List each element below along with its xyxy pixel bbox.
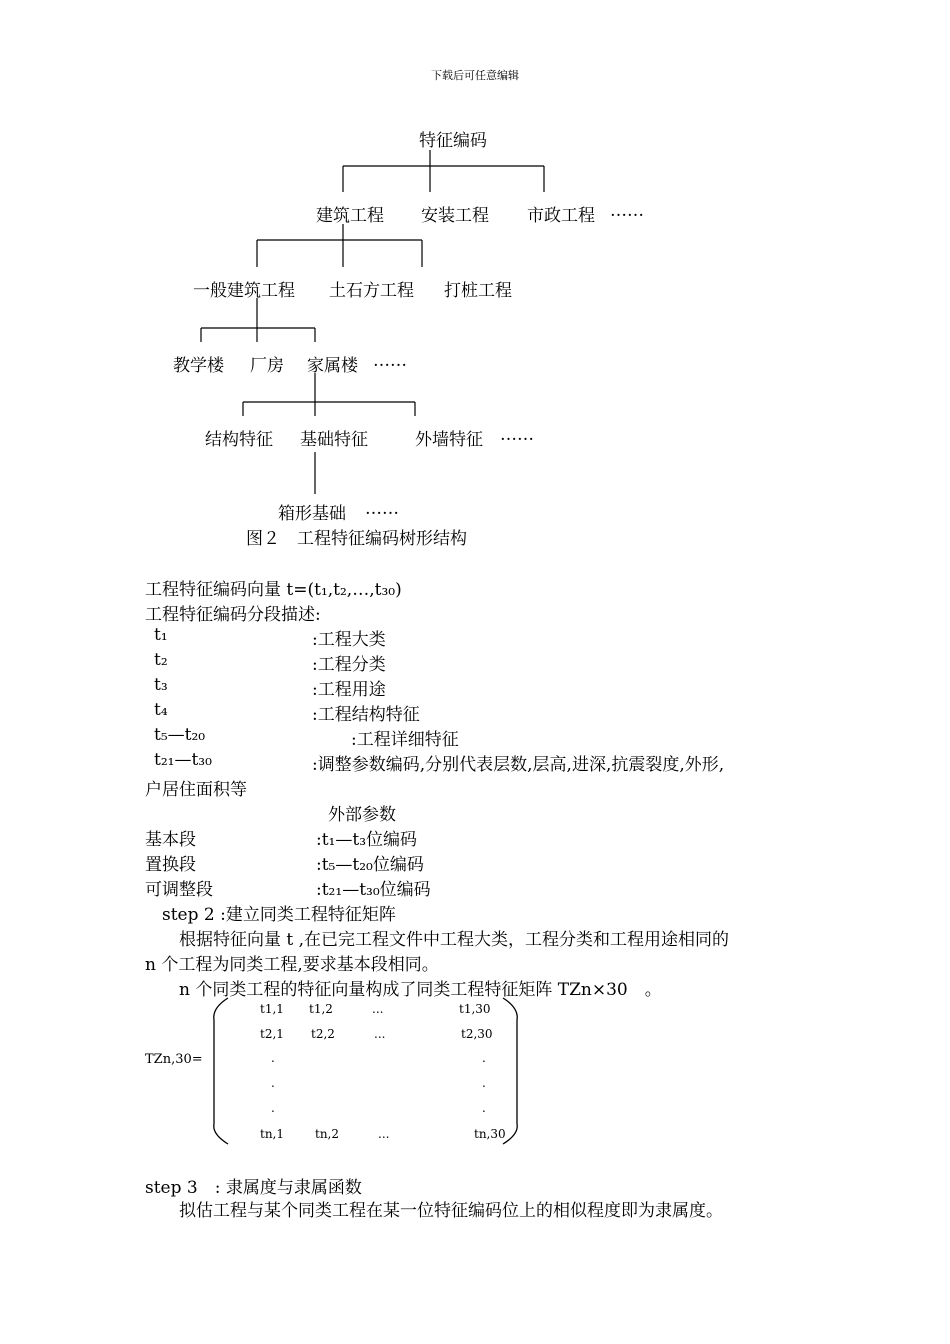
- tree-node-building: 建筑工程: [316, 206, 384, 226]
- matrix-cell-n-1: tn,1: [260, 1127, 284, 1141]
- section-desc-replace: :t₅—t₂₀位编码: [316, 855, 424, 875]
- segment-desc-4: :工程结构特征: [312, 705, 420, 725]
- step2-title: step 2 :建立同类工程特征矩阵: [162, 905, 396, 925]
- matrix-cell-2-1: t2,1: [260, 1027, 284, 1041]
- tree-node-installation: 安装工程: [421, 206, 489, 226]
- segment-desc-6-cont: 户居住面积等: [145, 780, 247, 800]
- segment-code-5: t₅—t₂₀: [154, 725, 206, 745]
- step2-paragraph-line2: n 个工程为同类工程,要求基本段相同。: [145, 955, 439, 975]
- segment-code-6: t₂₁—t₃₀: [154, 750, 212, 770]
- tree-node-general-building: 一般建筑工程: [193, 281, 295, 301]
- tree-ellipsis-3: ……: [373, 351, 407, 371]
- segment-code-4: t₄: [154, 700, 168, 720]
- matrix-cell-2-2: t2,2: [311, 1027, 335, 1041]
- matrix-label: TZn,30=: [145, 1052, 203, 1067]
- tree-node-factory: 厂房: [250, 356, 284, 376]
- tree-node-box-foundation: 箱形基础: [278, 504, 346, 524]
- tree-ellipsis-1: ……: [610, 201, 644, 221]
- section-desc-basic: :t₁—t₃位编码: [316, 830, 418, 850]
- segment-code-1: t₁: [154, 625, 168, 645]
- step3-paragraph: 拟估工程与某个同类工程在某一位特征编码位上的相似程度即为隶属度。: [179, 1201, 723, 1221]
- tree-node-piling: 打桩工程: [444, 281, 512, 301]
- step3-title: step 3 : 隶属度与隶属函数: [145, 1178, 362, 1198]
- matrix-cell-n-dots: ...: [378, 1127, 390, 1141]
- tree-ellipsis-5: ……: [365, 499, 399, 519]
- page-header: 下载后可任意编辑: [431, 69, 519, 82]
- external-params-label: 外部参数: [328, 805, 396, 825]
- tree-node-municipal: 市政工程: [527, 206, 595, 226]
- matrix-cell-2-30: t2,30: [461, 1027, 493, 1041]
- segment-title: 工程特征编码分段描述:: [145, 605, 321, 625]
- matrix-cell-1-1: t1,1: [260, 1002, 284, 1016]
- matrix-cell-n-30: tn,30: [474, 1127, 506, 1141]
- matrix-vdot-right-3: .: [482, 1101, 486, 1115]
- matrix-vdot-right-2: .: [482, 1076, 486, 1090]
- tree-ellipsis-4: ……: [500, 425, 534, 445]
- segment-desc-2: :工程分类: [312, 655, 386, 675]
- tree-node-foundation-feature: 基础特征: [300, 430, 368, 450]
- tree-node-structure-feature: 结构特征: [205, 430, 273, 450]
- section-name-replace: 置换段: [145, 855, 196, 875]
- segment-desc-6: :调整参数编码,分别代表层数,层高,进深,抗震裂度,外形,: [312, 755, 725, 775]
- matrix-vdot-left-3: .: [271, 1101, 275, 1115]
- segment-desc-5: :工程详细特征: [351, 730, 459, 750]
- matrix-cell-1-dots: ...: [372, 1002, 384, 1016]
- matrix-cell-1-30: t1,30: [459, 1002, 491, 1016]
- matrix-cell-1-2: t1,2: [309, 1002, 333, 1016]
- step2-paragraph-line1: 根据特征向量 t ,在已完工程文件中工程大类，工程分类和工程用途相同的: [179, 930, 730, 950]
- step2-paragraph-2: n 个同类工程的特征向量构成了同类工程特征矩阵 TZn×30 。: [179, 980, 662, 1000]
- tree-node-residential: 家属楼: [307, 356, 358, 376]
- section-name-adjustable: 可调整段: [145, 880, 213, 900]
- segment-code-3: t₃: [154, 675, 168, 695]
- section-name-basic: 基本段: [145, 830, 196, 850]
- tree-node-wall-feature: 外墙特征: [415, 430, 483, 450]
- segment-code-2: t₂: [154, 650, 168, 670]
- tree-node-teaching-building: 教学楼: [173, 356, 224, 376]
- matrix-vdot-left-2: .: [271, 1076, 275, 1090]
- matrix-vdot-left-1: .: [271, 1051, 275, 1065]
- matrix-cell-2-dots: ...: [374, 1027, 386, 1041]
- tree-node-earthwork: 土石方工程: [329, 281, 414, 301]
- matrix-vdot-right-1: .: [482, 1051, 486, 1065]
- section-desc-adjustable: :t₂₁—t₃₀位编码: [316, 880, 431, 900]
- segment-desc-1: :工程大类: [312, 630, 386, 650]
- matrix-cell-n-2: tn,2: [315, 1127, 339, 1141]
- segment-desc-3: :工程用途: [312, 680, 386, 700]
- vector-title: 工程特征编码向量 t=(t₁,t₂,…,t₃₀): [145, 580, 402, 600]
- tree-root: 特征编码: [419, 131, 487, 151]
- figure-caption: 图２ 工程特征编码树形结构: [246, 529, 467, 549]
